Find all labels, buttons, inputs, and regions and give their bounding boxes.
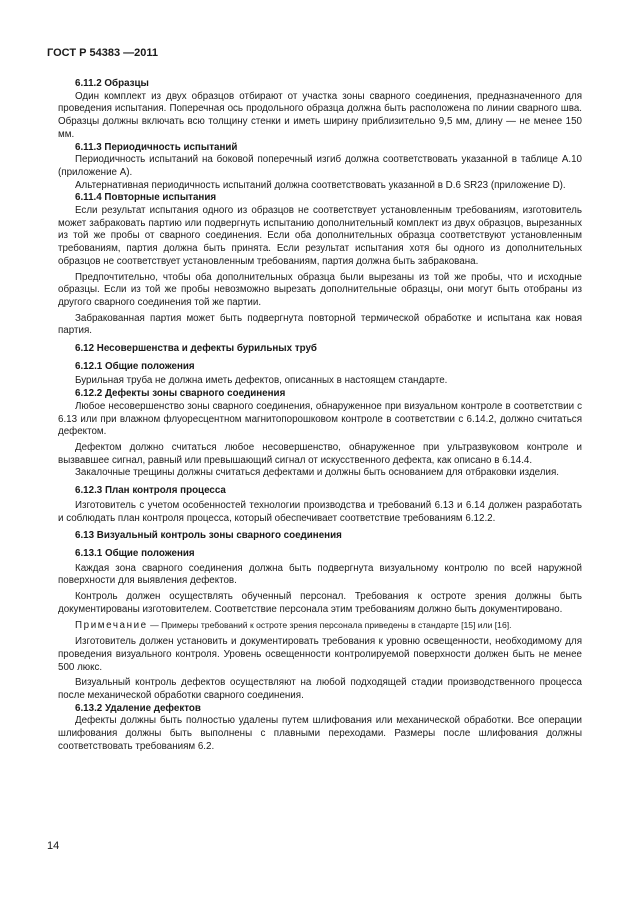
note-label: Примечание — [75, 620, 148, 632]
section-heading: 6.13.2 Удаление дефектов — [75, 702, 201, 714]
paragraph: Предпочтительно, чтобы оба дополнительных образца были вырезаны из той же пробы, что и исходные образцы. Если из той же пробы невозможно вырезать дополнительные образцы, они могут быть отобраны из другого сварного соединения той же партии. — [58, 271, 582, 308]
paragraph: Изготовитель с учетом особенностей технологии производства и требований 6.13 и 6.14 должен разработать и соблюдать план контроля процесса, который обеспечивает соответствие требованиям 6.12.2. — [58, 499, 582, 524]
paragraph: Контроль должен осуществлять обученный персонал. Требования к остроте зрения должны быть документированы изготовителем. Соответствие персонала этим требованиям должно быть документировано. — [58, 591, 582, 615]
paragraph: Визуальный контроль дефектов осуществляют на любой подходящей стадии производственного процесса после механической обработки сварного соединения. — [58, 677, 582, 701]
section-heading: 6.11.3 Периодичность испытаний — [75, 141, 238, 153]
section-heading: 6.12 Несовершенства и дефекты бурильных труб — [75, 343, 317, 355]
paragraph: Закалочные трещины должны считаться дефектами и должны быть основанием для отбраковки изделия. — [75, 467, 560, 479]
page-number: 14 — [47, 840, 60, 852]
section-heading: 6.12.3 План контроля процесса — [75, 485, 226, 497]
paragraph: Альтернативная периодичность испытаний должна соответствовать указанной в D.6 SR23 (приложение D). — [75, 179, 566, 191]
paragraph: Бурильная труба не должна иметь дефектов, описанных в настоящем стандарте. — [75, 375, 448, 387]
paragraph: Изготовитель должен установить и документировать требования к уровню освещенности, необходимому для проведения визуального контроля. Уровень освещенности контролируемой поверхности должен быть не менее 500 люкс. — [58, 636, 582, 673]
note-text: — Примеры требований к остроте зрения персонала приведены в стандарте [15] или [16]. — [147, 620, 512, 631]
paragraph: Забракованная партия может быть подвергнута повторной термической обработке и испытана как новая партия. — [58, 312, 582, 337]
section-heading: 6.12.2 Дефекты зоны сварного соединения — [75, 388, 286, 400]
paragraph: Периодичность испытаний на боковой поперечный изгиб должна соответствовать указанной в таблице А.10 (приложение А). — [58, 154, 582, 178]
paragraph: Дефекты должны быть полностью удалены путем шлифования или механической обработки. Все операции шлифования должны быть выполнены с плавными переходами. Размеры после шлифования должны соответствовать требованиям 6.2. — [58, 715, 582, 752]
section-heading: 6.11.4 Повторные испытания — [75, 192, 217, 204]
section-heading: 6.13 Визуальный контроль зоны сварного соединения — [75, 530, 342, 542]
section-heading: 6.13.1 Общие положения — [75, 547, 195, 559]
paragraph: Любое несовершенство зоны сварного соединения, обнаруженное при визуальном контроле в соответствии с 6.13 или при влажном флуоресцентном магнитопорошковом контроле в соответствии с 6.14.2, должно считаться дефектом. — [58, 400, 582, 438]
paragraph: Каждая зона сварного соединения должна быть подвергнута визуальному контролю по всей наружной поверхности для выявления дефектов. — [58, 562, 582, 587]
note — [58, 619, 582, 633]
document-body — [58, 78, 582, 753]
section-heading: 6.11.2 Образцы — [75, 78, 149, 89]
paragraph: Если результат испытания одного из образцов не соответствует установленным требованиям, изготовитель может забраковать партию или подвергнуть испытанию дополнительный комплект из двух образцов, вырезанных из той же пробы от сварного соединения. Если оба дополнительных образца соответствуют установленным требованиям, партия должна быть принята. Если результат испытания хотя бы одного из дополнительных образцов не соответствует установленным требованиям, партия должна быть забракована. — [58, 205, 582, 267]
section-heading: 6.12.1 Общие положения — [75, 360, 195, 372]
paragraph: Один комплект из двух образцов отбирают от участка зоны сварного соединения, предназначенного для проведения испытания. Поперечная ось продольного образца должна быть расположена по линии сварного шва. Образцы должны включать всю толщину стенки и иметь ширину приблизительно 9,5 мм, длину — не менее 150 мм. — [58, 90, 582, 140]
paragraph: Дефектом должно считаться любое несовершенство, обнаруженное при ультразвуковом контроле и вызвавшее сигнал, равный или превышающий сигнал от искусственного дефекта, как описано в 6.14.4. — [58, 441, 582, 466]
document-header: ГОСТ Р 54383 —2011 — [47, 47, 158, 59]
